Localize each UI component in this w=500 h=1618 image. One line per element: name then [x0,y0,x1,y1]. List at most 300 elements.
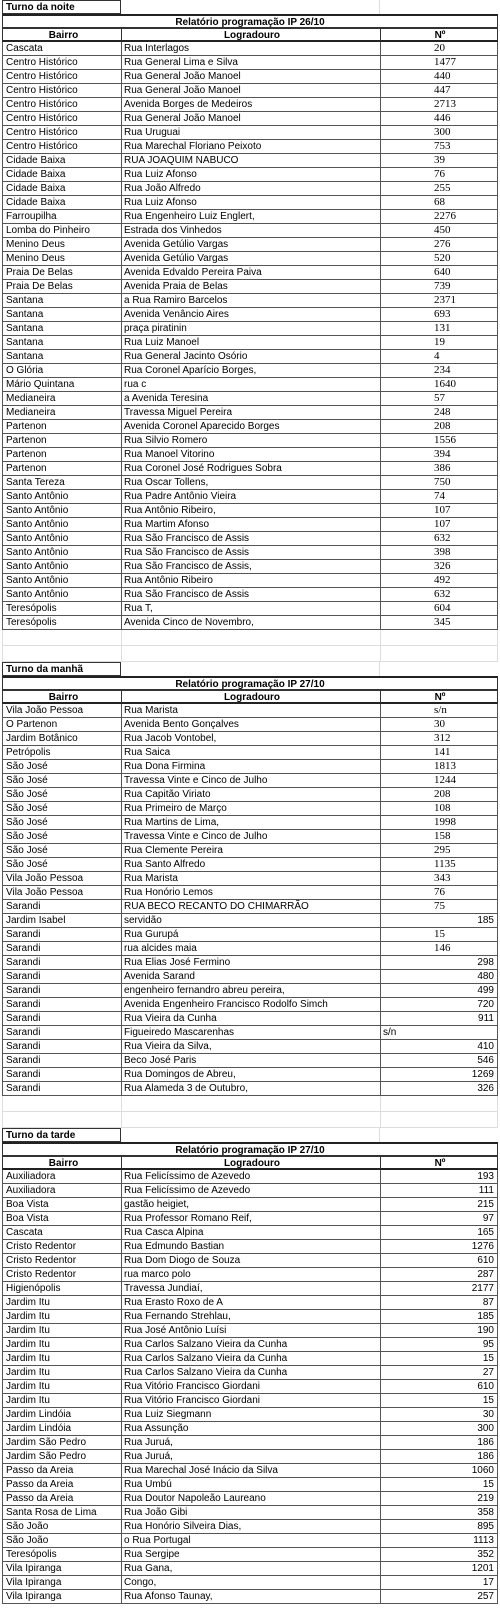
cell-numero[interactable]: 358 [380,1506,498,1520]
cell-bairro[interactable]: Centro Histórico [2,112,121,126]
empty-cell[interactable] [380,1096,498,1112]
cell-numero[interactable]: 450 [380,224,498,238]
cell-numero[interactable]: 300 [380,1422,498,1436]
cell-logradouro[interactable]: Rua Luiz Afonso [121,196,380,210]
cell-bairro[interactable]: Santana [2,294,121,308]
cell-bairro[interactable]: Boa Vista [2,1212,121,1226]
cell-bairro[interactable]: Vila João Pessoa [2,886,121,900]
cell-numero[interactable]: 394 [380,448,498,462]
cell-numero[interactable]: 352 [380,1548,498,1562]
cell-logradouro[interactable]: Rua Vieira da Cunha [121,1012,380,1026]
cell-bairro[interactable]: Jardim Botânico [2,732,121,746]
cell-numero[interactable]: 2177 [380,1282,498,1296]
cell-numero[interactable]: 693 [380,308,498,322]
cell-numero[interactable]: 19 [380,336,498,350]
cell-numero[interactable]: 1244 [380,774,498,788]
cell-numero[interactable]: 1998 [380,816,498,830]
cell-logradouro[interactable]: Rua Honório Silveira Dias, [121,1520,380,1534]
turn-label[interactable]: Turno da manhã [2,662,121,676]
cell-logradouro[interactable]: Rua Edmundo Bastian [121,1240,380,1254]
cell-numero[interactable]: 276 [380,238,498,252]
cell-numero[interactable]: 17 [380,1576,498,1590]
cell-numero[interactable]: 520 [380,252,498,266]
cell-bairro[interactable]: Menino Deus [2,238,121,252]
cell-logradouro[interactable]: Rua Gurupá [121,928,380,942]
cell-logradouro[interactable]: rua c [121,378,380,392]
cell-numero[interactable]: 911 [380,1012,498,1026]
cell-bairro[interactable]: Sarandi [2,900,121,914]
cell-logradouro[interactable]: rua alcides maia [121,942,380,956]
cell-numero[interactable]: 186 [380,1450,498,1464]
cell-bairro[interactable]: Santo Antônio [2,560,121,574]
cell-logradouro[interactable]: a Rua Ramiro Barcelos [121,294,380,308]
cell-bairro[interactable]: Santo Antônio [2,546,121,560]
empty-cell[interactable] [380,630,498,646]
cell-bairro[interactable]: Jardim Lindóia [2,1422,121,1436]
cell-numero[interactable]: 4 [380,350,498,364]
cell-bairro[interactable]: Jardim Itu [2,1394,121,1408]
cell-logradouro[interactable]: Rua Afonso Taunay, [121,1590,380,1604]
header-numero[interactable]: Nº [380,1156,498,1170]
cell-logradouro[interactable]: rua marco polo [121,1268,380,1282]
cell-bairro[interactable]: Centro Histórico [2,70,121,84]
turn-label[interactable]: Turno da noite [2,0,121,14]
cell-bairro[interactable]: Sarandi [2,970,121,984]
cell-numero[interactable]: 604 [380,602,498,616]
cell-bairro[interactable]: São José [2,802,121,816]
cell-numero[interactable]: 255 [380,182,498,196]
cell-logradouro[interactable]: Rua Carlos Salzano Vieira da Cunha [121,1338,380,1352]
cell-numero[interactable]: 15 [380,1394,498,1408]
cell-logradouro[interactable]: Rua Martim Afonso [121,518,380,532]
cell-logradouro[interactable]: RUA JOAQUIM NABUCO [121,154,380,168]
cell-logradouro[interactable]: Rua Erasto Roxo de A [121,1296,380,1310]
cell-logradouro[interactable]: Avenida Sarand [121,970,380,984]
cell-numero[interactable]: 111 [380,1184,498,1198]
cell-numero[interactable]: 257 [380,1590,498,1604]
cell-bairro[interactable]: Jardim Itu [2,1366,121,1380]
cell-bairro[interactable]: Farroupilha [2,210,121,224]
cell-numero[interactable]: 87 [380,1296,498,1310]
cell-logradouro[interactable]: Rua Domingos de Abreu, [121,1068,380,1082]
cell-numero[interactable]: 131 [380,322,498,336]
cell-numero[interactable]: 74 [380,490,498,504]
cell-logradouro[interactable]: Rua Engenheiro Luiz Englert, [121,210,380,224]
cell-bairro[interactable]: Partenon [2,420,121,434]
cell-bairro[interactable]: São José [2,844,121,858]
empty-cell[interactable] [121,1128,380,1142]
cell-bairro[interactable]: Medianeira [2,406,121,420]
cell-bairro[interactable]: Cidade Baixa [2,196,121,210]
cell-bairro[interactable]: Praia De Belas [2,266,121,280]
cell-bairro[interactable]: Petrópolis [2,746,121,760]
cell-logradouro[interactable]: Travessa Miguel Pereira [121,406,380,420]
cell-logradouro[interactable]: Avenida Praia de Belas [121,280,380,294]
cell-logradouro[interactable]: a Avenida Teresina [121,392,380,406]
cell-numero[interactable]: 15 [380,1478,498,1492]
cell-numero[interactable]: 632 [380,588,498,602]
cell-bairro[interactable]: Boa Vista [2,1198,121,1212]
header-logradouro[interactable]: Logradouro [121,28,380,42]
cell-logradouro[interactable]: Congo, [121,1576,380,1590]
cell-logradouro[interactable]: Rua Interlagos [121,42,380,56]
empty-cell[interactable] [121,662,380,676]
cell-numero[interactable]: 345 [380,616,498,630]
cell-bairro[interactable]: O Glória [2,364,121,378]
cell-numero[interactable]: 68 [380,196,498,210]
cell-logradouro[interactable]: Figueiredo Mascarenhas [121,1026,380,1040]
cell-bairro[interactable]: Passo da Areia [2,1464,121,1478]
cell-logradouro[interactable]: Rua Santo Alfredo [121,858,380,872]
cell-bairro[interactable]: Jardim Itu [2,1296,121,1310]
cell-bairro[interactable]: Mário Quintana [2,378,121,392]
cell-bairro[interactable]: Teresópolis [2,616,121,630]
cell-bairro[interactable]: Cristo Redentor [2,1254,121,1268]
cell-bairro[interactable]: São José [2,760,121,774]
cell-numero[interactable]: 300 [380,126,498,140]
cell-bairro[interactable]: Centro Histórico [2,140,121,154]
cell-numero[interactable]: 295 [380,844,498,858]
cell-numero[interactable]: 146 [380,942,498,956]
cell-bairro[interactable]: Sarandi [2,1082,121,1096]
cell-numero[interactable]: 1269 [380,1068,498,1082]
cell-bairro[interactable]: Passo da Areia [2,1478,121,1492]
cell-bairro[interactable]: Cristo Redentor [2,1240,121,1254]
cell-numero[interactable]: 739 [380,280,498,294]
cell-logradouro[interactable]: Rua Alameda 3 de Outubro, [121,1082,380,1096]
cell-numero[interactable]: 1135 [380,858,498,872]
cell-logradouro[interactable]: Rua Honório Lemos [121,886,380,900]
cell-bairro[interactable]: Jardim Itu [2,1380,121,1394]
cell-logradouro[interactable]: Rua Doutor Napoleão Laureano [121,1492,380,1506]
cell-bairro[interactable]: Jardim Itu [2,1352,121,1366]
cell-logradouro[interactable]: Rua General João Manoel [121,84,380,98]
cell-logradouro[interactable]: Rua Sergipe [121,1548,380,1562]
cell-logradouro[interactable]: Rua Marechal José Inácio da Silva [121,1464,380,1478]
cell-bairro[interactable]: São João [2,1520,121,1534]
cell-bairro[interactable]: São João [2,1534,121,1548]
cell-numero[interactable]: 492 [380,574,498,588]
cell-numero[interactable]: 446 [380,112,498,126]
report-title[interactable]: Relatório programação IP 27/10 [2,1142,498,1156]
cell-logradouro[interactable]: Rua Coronel José Rodrigues Sobra [121,462,380,476]
empty-cell[interactable] [2,630,121,646]
cell-bairro[interactable]: Teresópolis [2,602,121,616]
cell-bairro[interactable]: Sarandi [2,1040,121,1054]
cell-numero[interactable]: 499 [380,984,498,998]
cell-bairro[interactable]: Centro Histórico [2,56,121,70]
cell-bairro[interactable]: Sarandi [2,1026,121,1040]
empty-cell[interactable] [380,646,498,662]
cell-bairro[interactable]: Jardim Itu [2,1338,121,1352]
cell-numero[interactable]: 15 [380,1352,498,1366]
cell-logradouro[interactable]: Avenida Getúlio Vargas [121,238,380,252]
cell-bairro[interactable]: Centro Histórico [2,98,121,112]
cell-logradouro[interactable]: Travessa Jundiaí, [121,1282,380,1296]
cell-logradouro[interactable]: Avenida Venâncio Aires [121,308,380,322]
cell-logradouro[interactable]: Rua General Lima e Silva [121,56,380,70]
cell-logradouro[interactable]: Rua Umbú [121,1478,380,1492]
cell-bairro[interactable]: Santo Antônio [2,532,121,546]
cell-bairro[interactable]: Vila Ipiranga [2,1590,121,1604]
cell-bairro[interactable]: Medianeira [2,392,121,406]
cell-numero[interactable]: 39 [380,154,498,168]
cell-numero[interactable]: 97 [380,1212,498,1226]
cell-bairro[interactable]: Auxiliadora [2,1184,121,1198]
cell-numero[interactable]: 447 [380,84,498,98]
cell-numero[interactable]: 234 [380,364,498,378]
cell-logradouro[interactable]: Rua Capitão Viriato [121,788,380,802]
cell-numero[interactable]: 326 [380,1082,498,1096]
cell-bairro[interactable]: Jardim Itu [2,1310,121,1324]
cell-bairro[interactable]: Cidade Baixa [2,154,121,168]
cell-numero[interactable]: 215 [380,1198,498,1212]
cell-numero[interactable]: 1113 [380,1534,498,1548]
cell-logradouro[interactable]: Rua Vitório Francisco Giordani [121,1394,380,1408]
cell-numero[interactable]: 2276 [380,210,498,224]
cell-logradouro[interactable]: Avenida Getúlio Vargas [121,252,380,266]
cell-logradouro[interactable]: Avenida Edvaldo Pereira Paiva [121,266,380,280]
cell-logradouro[interactable]: Avenida Cinco de Novembro, [121,616,380,630]
cell-bairro[interactable]: Jardim Isabel [2,914,121,928]
cell-numero[interactable]: 107 [380,518,498,532]
cell-logradouro[interactable]: Rua Luiz Siegmann [121,1408,380,1422]
cell-logradouro[interactable]: Travessa Vinte e Cinco de Julho [121,830,380,844]
cell-bairro[interactable]: São José [2,816,121,830]
cell-logradouro[interactable]: Rua General João Manoel [121,70,380,84]
cell-numero[interactable]: 440 [380,70,498,84]
cell-numero[interactable]: 185 [380,1310,498,1324]
cell-logradouro[interactable]: Rua General Jacinto Osório [121,350,380,364]
cell-logradouro[interactable]: Rua Vitório Francisco Giordani [121,1380,380,1394]
cell-numero[interactable]: 546 [380,1054,498,1068]
cell-logradouro[interactable]: Rua T, [121,602,380,616]
cell-numero[interactable]: 1276 [380,1240,498,1254]
cell-logradouro[interactable]: Rua Juruá, [121,1450,380,1464]
cell-bairro[interactable]: Partenon [2,462,121,476]
cell-bairro[interactable]: Jardim São Pedro [2,1436,121,1450]
cell-logradouro[interactable]: Rua Fernando Strehlau, [121,1310,380,1324]
cell-bairro[interactable]: Vila João Pessoa [2,872,121,886]
cell-numero[interactable]: 219 [380,1492,498,1506]
empty-cell[interactable] [380,1112,498,1128]
cell-logradouro[interactable]: Rua Manoel Vitorino [121,448,380,462]
cell-logradouro[interactable]: Rua João Alfredo [121,182,380,196]
header-numero[interactable]: Nº [380,28,498,42]
empty-cell[interactable] [2,1096,121,1112]
cell-numero[interactable]: 208 [380,420,498,434]
cell-logradouro[interactable]: Rua Saica [121,746,380,760]
cell-bairro[interactable]: Sarandi [2,956,121,970]
cell-bairro[interactable]: Cidade Baixa [2,182,121,196]
cell-numero[interactable]: 1477 [380,56,498,70]
cell-bairro[interactable]: Passo da Areia [2,1492,121,1506]
cell-logradouro[interactable]: Rua Vieira da Silva, [121,1040,380,1054]
cell-logradouro[interactable]: praça piratinin [121,322,380,336]
cell-bairro[interactable]: Vila João Pessoa [2,704,121,718]
cell-numero[interactable]: 30 [380,1408,498,1422]
cell-logradouro[interactable]: Beco José Paris [121,1054,380,1068]
cell-logradouro[interactable]: Rua Martins de Lima, [121,816,380,830]
cell-logradouro[interactable]: Rua Assunção [121,1422,380,1436]
cell-numero[interactable]: 632 [380,532,498,546]
report-title[interactable]: Relatório programação IP 26/10 [2,14,498,28]
cell-bairro[interactable]: São José [2,774,121,788]
cell-bairro[interactable]: Sarandi [2,1068,121,1082]
cell-numero[interactable]: 107 [380,504,498,518]
cell-bairro[interactable]: Santana [2,336,121,350]
cell-logradouro[interactable]: Rua Coronel Aparício Borges, [121,364,380,378]
cell-logradouro[interactable]: Rua Padre Antônio Vieira [121,490,380,504]
cell-bairro[interactable]: Santo Antônio [2,574,121,588]
empty-cell[interactable] [121,630,380,646]
cell-logradouro[interactable]: Rua Jacob Vontobel, [121,732,380,746]
cell-bairro[interactable]: Cascata [2,1226,121,1240]
cell-logradouro[interactable]: Rua Dom Diogo de Souza [121,1254,380,1268]
cell-bairro[interactable]: Santo Antônio [2,490,121,504]
header-bairro[interactable]: Bairro [2,28,121,42]
cell-logradouro[interactable]: Estrada dos Vinhedos [121,224,380,238]
cell-numero[interactable]: 895 [380,1520,498,1534]
cell-numero[interactable]: 208 [380,788,498,802]
cell-bairro[interactable]: São José [2,830,121,844]
cell-bairro[interactable]: Menino Deus [2,252,121,266]
empty-cell[interactable] [121,1112,380,1128]
cell-bairro[interactable]: Sarandi [2,1012,121,1026]
cell-logradouro[interactable]: Rua José Antônio Luísi [121,1324,380,1338]
cell-bairro[interactable]: São José [2,788,121,802]
cell-bairro[interactable]: Jardim Lindóia [2,1408,121,1422]
cell-numero[interactable]: 287 [380,1268,498,1282]
cell-numero[interactable]: 248 [380,406,498,420]
cell-numero[interactable]: 193 [380,1170,498,1184]
cell-numero[interactable]: 1060 [380,1464,498,1478]
header-numero[interactable]: Nº [380,690,498,704]
cell-numero[interactable]: 326 [380,560,498,574]
cell-numero[interactable]: 186 [380,1436,498,1450]
cell-bairro[interactable]: Praia De Belas [2,280,121,294]
cell-numero[interactable]: 95 [380,1338,498,1352]
cell-logradouro[interactable]: Rua Antônio Ribeiro, [121,504,380,518]
cell-bairro[interactable]: Teresópolis [2,1548,121,1562]
cell-numero[interactable]: 312 [380,732,498,746]
cell-logradouro[interactable]: Rua Oscar Tollens, [121,476,380,490]
cell-numero[interactable]: 610 [380,1254,498,1268]
header-bairro[interactable]: Bairro [2,690,121,704]
empty-cell[interactable] [2,646,121,662]
cell-bairro[interactable]: Santo Antônio [2,504,121,518]
cell-bairro[interactable]: Jardim São Pedro [2,1450,121,1464]
cell-logradouro[interactable]: Rua Luiz Afonso [121,168,380,182]
cell-logradouro[interactable]: o Rua Portugal [121,1534,380,1548]
cell-logradouro[interactable]: Rua Luiz Manoel [121,336,380,350]
turn-label[interactable]: Turno da tarde [2,1128,121,1142]
header-logradouro[interactable]: Logradouro [121,690,380,704]
report-title[interactable]: Relatório programação IP 27/10 [2,676,498,690]
cell-logradouro[interactable]: Travessa Vinte e Cinco de Julho [121,774,380,788]
cell-bairro[interactable]: Centro Histórico [2,126,121,140]
cell-numero[interactable]: 753 [380,140,498,154]
cell-logradouro[interactable]: Rua Marista [121,872,380,886]
cell-numero[interactable]: s/n [380,704,498,718]
cell-bairro[interactable]: Cascata [2,42,121,56]
cell-bairro[interactable]: Santa Rosa de Lima [2,1506,121,1520]
empty-cell[interactable] [121,1096,380,1112]
cell-logradouro[interactable]: Rua Primeiro de Março [121,802,380,816]
cell-logradouro[interactable]: Rua Dona Firmina [121,760,380,774]
cell-numero[interactable]: 410 [380,1040,498,1054]
cell-numero[interactable]: 2371 [380,294,498,308]
cell-logradouro[interactable]: gastão heigiet, [121,1198,380,1212]
cell-logradouro[interactable]: Rua São Francisco de Assis [121,532,380,546]
header-logradouro[interactable]: Logradouro [121,1156,380,1170]
cell-bairro[interactable]: Sarandi [2,998,121,1012]
cell-numero[interactable]: 480 [380,970,498,984]
cell-bairro[interactable]: Santa Tereza [2,476,121,490]
empty-cell[interactable] [2,1112,121,1128]
cell-numero[interactable]: 750 [380,476,498,490]
cell-logradouro[interactable]: Rua Casca Alpina [121,1226,380,1240]
cell-numero[interactable]: 190 [380,1324,498,1338]
cell-numero[interactable]: 108 [380,802,498,816]
cell-numero[interactable]: 1556 [380,434,498,448]
cell-bairro[interactable]: Cidade Baixa [2,168,121,182]
cell-numero[interactable]: 398 [380,546,498,560]
cell-logradouro[interactable]: Rua São Francisco de Assis [121,588,380,602]
cell-bairro[interactable]: Partenon [2,434,121,448]
cell-bairro[interactable]: Higienópolis [2,1282,121,1296]
cell-logradouro[interactable]: engenheiro fernandro abreu pereira, [121,984,380,998]
cell-logradouro[interactable]: Rua Carlos Salzano Vieira da Cunha [121,1352,380,1366]
cell-bairro[interactable]: Centro Histórico [2,84,121,98]
cell-numero[interactable]: 298 [380,956,498,970]
empty-cell[interactable] [121,646,380,662]
cell-numero[interactable]: 1201 [380,1562,498,1576]
cell-logradouro[interactable]: Rua São Francisco de Assis [121,546,380,560]
cell-bairro[interactable]: Jardim Itu [2,1324,121,1338]
cell-logradouro[interactable]: Rua Elias José Fermino [121,956,380,970]
cell-logradouro[interactable]: Rua Gana, [121,1562,380,1576]
cell-logradouro[interactable]: Rua Professor Romano Reif, [121,1212,380,1226]
cell-bairro[interactable]: Vila Ipiranga [2,1576,121,1590]
cell-bairro[interactable]: Santo Antônio [2,518,121,532]
cell-bairro[interactable]: São José [2,858,121,872]
cell-logradouro[interactable]: Rua Felicíssimo de Azevedo [121,1184,380,1198]
cell-numero[interactable]: 15 [380,928,498,942]
cell-logradouro[interactable]: Avenida Borges de Medeiros [121,98,380,112]
cell-numero[interactable]: 386 [380,462,498,476]
cell-logradouro[interactable]: Rua Juruá, [121,1436,380,1450]
cell-bairro[interactable]: Cristo Redentor [2,1268,121,1282]
cell-numero[interactable]: 1813 [380,760,498,774]
cell-numero[interactable]: 20 [380,42,498,56]
cell-numero[interactable]: 76 [380,886,498,900]
cell-numero[interactable]: 1640 [380,378,498,392]
cell-logradouro[interactable]: Rua Felicíssimo de Azevedo [121,1170,380,1184]
cell-numero[interactable]: 165 [380,1226,498,1240]
cell-bairro[interactable]: Sarandi [2,1054,121,1068]
cell-logradouro[interactable]: Rua Clemente Pereira [121,844,380,858]
cell-bairro[interactable]: Sarandi [2,984,121,998]
cell-logradouro[interactable]: Rua Uruguai [121,126,380,140]
cell-logradouro[interactable]: RUA BECO RECANTO DO CHIMARRÃO [121,900,380,914]
cell-logradouro[interactable]: Avenida Coronel Aparecido Borges [121,420,380,434]
cell-bairro[interactable]: Partenon [2,448,121,462]
empty-cell[interactable] [121,0,380,14]
cell-numero[interactable]: 185 [380,914,498,928]
cell-logradouro[interactable]: Rua Antônio Ribeiro [121,574,380,588]
cell-logradouro[interactable]: servidão [121,914,380,928]
